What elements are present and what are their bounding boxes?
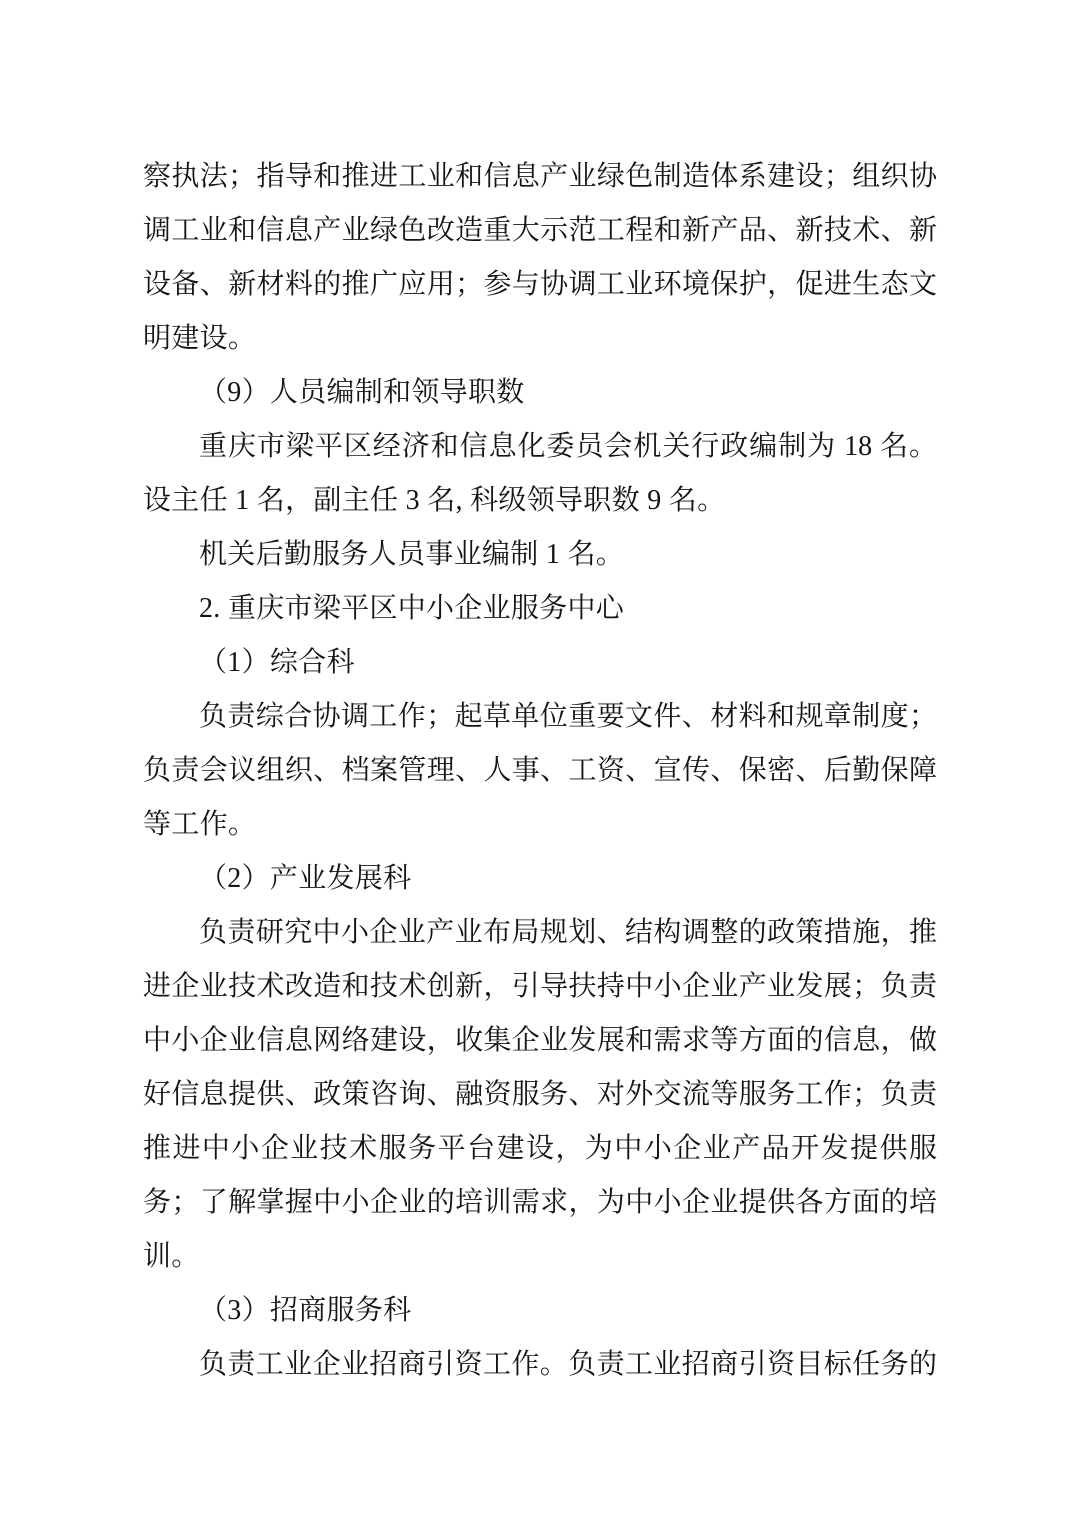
document-text-line: 负责综合协调工作；起草单位重要文件、材料和规章制度； — [199, 701, 937, 732]
document-text-line: 明建设。 — [143, 323, 257, 354]
document-text-line: 等工作。 — [143, 809, 257, 840]
document-text-line: 进企业技术改造和技术创新，引导扶持中小企业产业发展；负责 — [143, 971, 937, 1002]
document-text-line: 务；了解掌握中小企业的培训需求，为中小企业提供各方面的培 — [143, 1187, 937, 1218]
document-text-line: 察执法；指导和推进工业和信息产业绿色制造体系建设；组织协 — [143, 161, 937, 192]
document-text-line: （2）产业发展科 — [199, 863, 412, 894]
document-text-line: 调工业和信息产业绿色改造重大示范工程和新产品、新技术、新 — [143, 215, 937, 246]
document-text-line: 训。 — [143, 1241, 200, 1272]
document-text-line: 负责工业企业招商引资工作。负责工业招商引资目标任务的 — [199, 1349, 937, 1380]
document-text-line: （9）人员编制和领导职数 — [199, 377, 525, 408]
document-text-line: 中小企业信息网络建设，收集企业发展和需求等方面的信息，做 — [143, 1025, 937, 1056]
document-text-line: 设备、新材料的推广应用；参与协调工业环境保护，促进生态文 — [143, 269, 937, 300]
document-text-line: （3）招商服务科 — [199, 1295, 412, 1326]
document-text-line: 负责会议组织、档案管理、人事、工资、宣传、保密、后勤保障 — [143, 755, 937, 786]
document-text-line: 机关后勤服务人员事业编制 1 名。 — [199, 539, 625, 570]
document-text-line: 设主任 1 名，副主任 3 名, 科级领导职数 9 名。 — [143, 485, 726, 516]
document-text-block — [143, 150, 937, 1392]
document-text-line: （1）综合科 — [199, 647, 355, 678]
document-text-line: 2. 重庆市梁平区中小企业服务中心 — [199, 593, 625, 624]
document-text-line: 好信息提供、政策咨询、融资服务、对外交流等服务工作；负责 — [143, 1079, 937, 1110]
document-text-line: 重庆市梁平区经济和信息化委员会机关行政编制为 18 名。 — [199, 431, 937, 462]
document-text-line: 负责研究中小企业产业布局规划、结构调整的政策措施，推 — [199, 917, 937, 948]
document-text-line: 推进中小企业技术服务平台建设，为中小企业产品开发提供服 — [143, 1133, 937, 1164]
